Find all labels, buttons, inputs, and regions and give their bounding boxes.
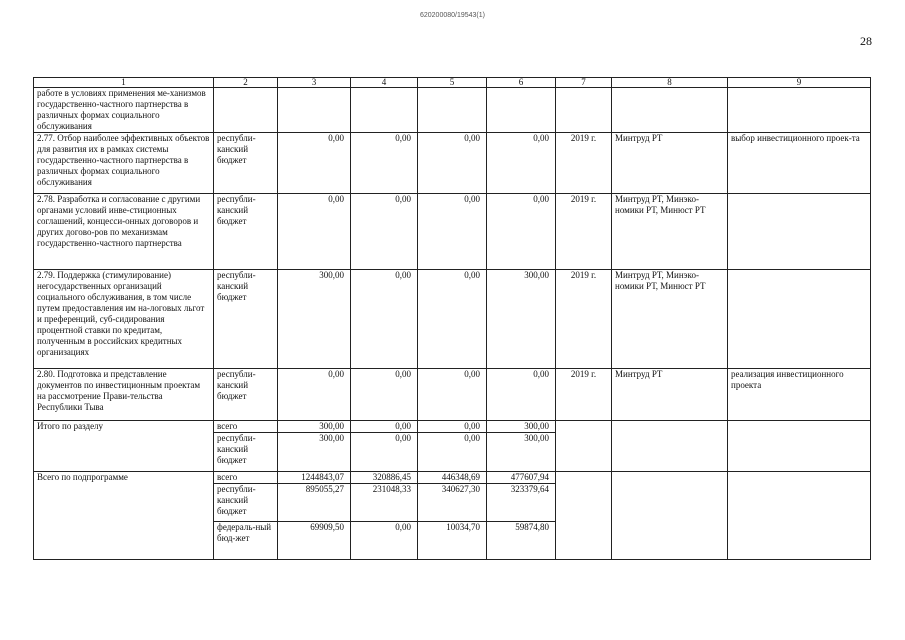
result bbox=[728, 194, 871, 270]
value-col-6: 0,00 bbox=[487, 369, 556, 421]
value-col-6: 300,00 bbox=[487, 433, 556, 472]
value-col-4: 0,00 bbox=[351, 522, 418, 560]
header-col-2: 2 bbox=[214, 78, 278, 88]
header-col-7: 7 bbox=[556, 78, 612, 88]
program-total-row bbox=[34, 522, 871, 560]
activity-name: работе в условиях применения ме-ханизмов государственно-частного партнерства в различных формах социального обслуживания bbox=[34, 88, 214, 133]
year: 2019 г. bbox=[556, 270, 612, 369]
responsible: Минтруд РТ bbox=[612, 133, 728, 194]
header-col-9: 9 bbox=[728, 78, 871, 88]
section-total-label: Итого по разделу bbox=[34, 421, 214, 433]
cell bbox=[214, 88, 278, 133]
value-total: 300,00 bbox=[278, 421, 351, 433]
value-col-5: 0,00 bbox=[418, 270, 487, 369]
cell bbox=[556, 88, 612, 133]
responsible: Минтруд РТ bbox=[612, 369, 728, 421]
cell bbox=[487, 88, 556, 133]
program-total-row bbox=[34, 484, 871, 522]
cell bbox=[612, 522, 728, 560]
value-col-5: 0,00 bbox=[418, 421, 487, 433]
value-col-6: 0,00 bbox=[487, 194, 556, 270]
value-col-4: 0,00 bbox=[351, 133, 418, 194]
activity-name: 2.78. Разработка и согласование с другими органами условий инве-стиционных соглашений, концесси-онных договоров и других догово-ров по механизмам государственно-частного партнерства bbox=[34, 194, 214, 270]
value-total: 0,00 bbox=[278, 194, 351, 270]
value-col-6: 300,00 bbox=[487, 270, 556, 369]
cell bbox=[278, 88, 351, 133]
value-col-4: 0,00 bbox=[351, 369, 418, 421]
value-total: 0,00 bbox=[278, 133, 351, 194]
activity-name: 2.80. Подготовка и представление документов по инвестиционным проектам на рассмотрение Прави-тельства Республики Тыва bbox=[34, 369, 214, 421]
cell bbox=[34, 433, 214, 472]
value-col-5: 0,00 bbox=[418, 194, 487, 270]
activity-name: 2.77. Отбор наиболее эффективных объектов для развития их в рамках системы государственно-частного партнерства в различных формах социального обслуживания bbox=[34, 133, 214, 194]
header-row bbox=[34, 78, 871, 88]
cell bbox=[556, 421, 612, 433]
cell bbox=[556, 522, 612, 560]
header-col-1: 1 bbox=[34, 78, 214, 88]
table-row bbox=[34, 194, 871, 270]
value-col-5: 10034,70 bbox=[418, 522, 487, 560]
header-col-3: 3 bbox=[278, 78, 351, 88]
funding-source: республи-канский бюджет bbox=[214, 270, 278, 369]
funding-source: республи-канский бюджет bbox=[214, 194, 278, 270]
cell bbox=[418, 88, 487, 133]
header-col-6: 6 bbox=[487, 78, 556, 88]
value-col-6: 300,00 bbox=[487, 421, 556, 433]
cell bbox=[728, 88, 871, 133]
value-col-5: 0,00 bbox=[418, 369, 487, 421]
funding-source: республи-канский бюджет bbox=[214, 133, 278, 194]
cell bbox=[612, 421, 728, 433]
value-total: 300,00 bbox=[278, 270, 351, 369]
value-col-6: 323379,64 bbox=[487, 484, 556, 522]
value-col-4: 231048,33 bbox=[351, 484, 418, 522]
value-total: 895055,27 bbox=[278, 484, 351, 522]
cell bbox=[612, 433, 728, 472]
value-col-4: 0,00 bbox=[351, 421, 418, 433]
result: реализация инвестиционного проекта bbox=[728, 369, 871, 421]
cell bbox=[34, 522, 214, 560]
value-total: 69909,50 bbox=[278, 522, 351, 560]
cell bbox=[728, 421, 871, 433]
header-col-5: 5 bbox=[418, 78, 487, 88]
value-col-5: 446348,69 bbox=[418, 472, 487, 484]
funding-source: республи-канский бюджет bbox=[214, 433, 278, 472]
header-col-8: 8 bbox=[612, 78, 728, 88]
value-col-4: 0,00 bbox=[351, 433, 418, 472]
year: 2019 г. bbox=[556, 194, 612, 270]
budget-table bbox=[33, 77, 871, 560]
cell bbox=[612, 472, 728, 484]
value-col-5: 340627,30 bbox=[418, 484, 487, 522]
year: 2019 г. bbox=[556, 369, 612, 421]
funding-source: всего bbox=[214, 472, 278, 484]
cell bbox=[728, 433, 871, 472]
value-total: 1244843,07 bbox=[278, 472, 351, 484]
result bbox=[728, 270, 871, 369]
value-col-6: 477607,94 bbox=[487, 472, 556, 484]
responsible: Минтруд РТ, Минэко-номики РТ, Минюст РТ bbox=[612, 194, 728, 270]
value-col-6: 0,00 bbox=[487, 133, 556, 194]
table-row bbox=[34, 369, 871, 421]
value-total: 300,00 bbox=[278, 433, 351, 472]
value-col-4: 0,00 bbox=[351, 270, 418, 369]
funding-source: всего bbox=[214, 421, 278, 433]
value-col-4: 0,00 bbox=[351, 194, 418, 270]
cell bbox=[556, 472, 612, 484]
value-total: 0,00 bbox=[278, 369, 351, 421]
cell bbox=[728, 472, 871, 484]
funding-source: республи-канский бюджет bbox=[214, 369, 278, 421]
value-col-6: 59874,80 bbox=[487, 522, 556, 560]
table-row bbox=[34, 270, 871, 369]
year: 2019 г. bbox=[556, 133, 612, 194]
program-total-row bbox=[34, 472, 871, 484]
cell bbox=[34, 484, 214, 522]
cell bbox=[728, 484, 871, 522]
section-total-row bbox=[34, 421, 871, 433]
program-total-label: Всего по подпрограмме bbox=[34, 472, 214, 484]
table-row bbox=[34, 133, 871, 194]
activity-name: 2.79. Поддержка (стимулирование) негосударственных организаций социального обслуживания, в том числе путем предоставления им на-логовых льгот и преференций, суб-сидирования процентной ставки по кредитам, полученным в российских кредитных организациях bbox=[34, 270, 214, 369]
value-col-5: 0,00 bbox=[418, 433, 487, 472]
funding-source: федераль-ный бюд-жет bbox=[214, 522, 278, 560]
value-col-5: 0,00 bbox=[418, 133, 487, 194]
cell bbox=[351, 88, 418, 133]
cell bbox=[556, 433, 612, 472]
section-total-row bbox=[34, 433, 871, 472]
result: выбор инвестиционного проек-та bbox=[728, 133, 871, 194]
responsible: Минтруд РТ, Минэко-номики РТ, Минюст РТ bbox=[612, 270, 728, 369]
page-number: 28 bbox=[860, 34, 872, 48]
funding-source: республи-канский бюджет bbox=[214, 484, 278, 522]
header-col-4: 4 bbox=[351, 78, 418, 88]
value-col-4: 320886,45 bbox=[351, 472, 418, 484]
cell bbox=[612, 484, 728, 522]
document-id: 620200080/19543(1) bbox=[419, 12, 485, 19]
cell bbox=[556, 484, 612, 522]
table-row bbox=[34, 88, 871, 133]
cell bbox=[612, 88, 728, 133]
cell bbox=[728, 522, 871, 560]
